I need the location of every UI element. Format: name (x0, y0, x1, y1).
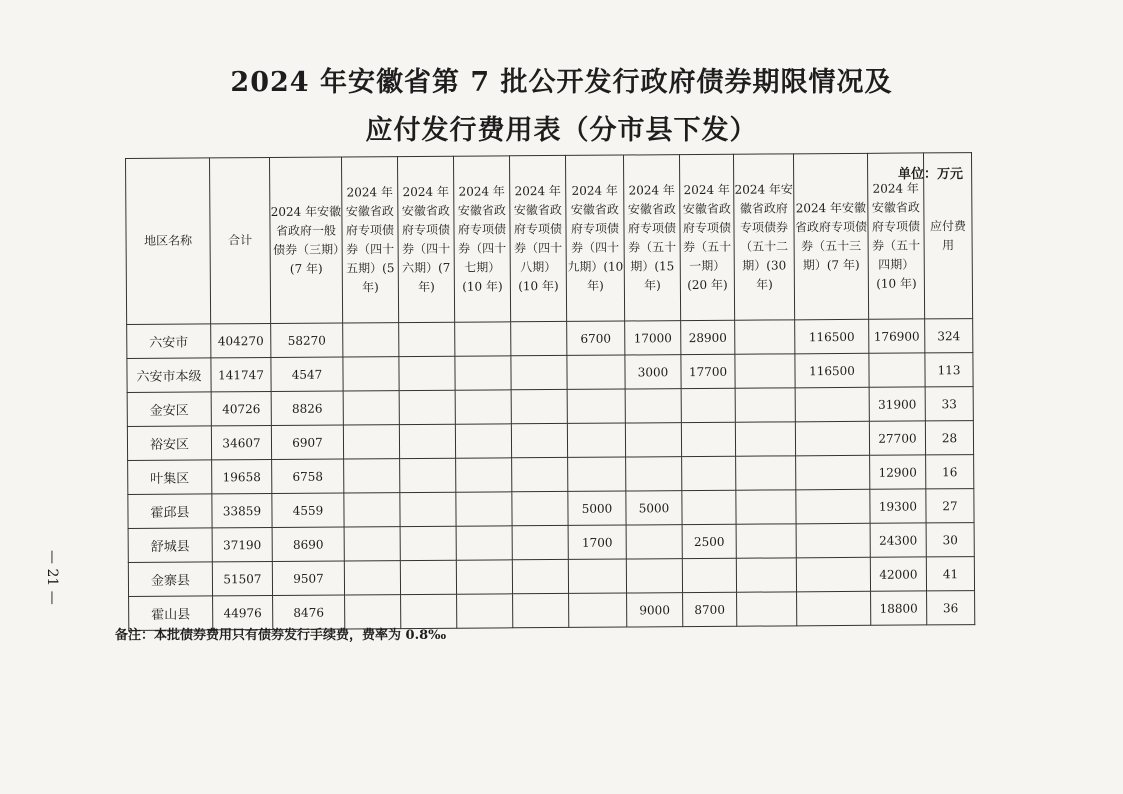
value-cell: 17700 (681, 354, 735, 388)
page-number: — 21 — (44, 550, 60, 605)
value-cell (736, 490, 796, 524)
value-cell: 176900 (869, 319, 925, 353)
value-cell (681, 388, 735, 422)
value-cell (343, 391, 399, 425)
region-name-cell: 霍邱县 (128, 494, 212, 529)
region-name-cell: 六安市本级 (127, 358, 211, 393)
value-cell (736, 524, 796, 558)
value-cell (400, 526, 456, 560)
value-cell: 113 (925, 353, 973, 387)
header-row (126, 153, 973, 325)
column-header: 2024 年安徽省政府专项债券（四十七期）(10 年) (453, 156, 510, 322)
value-cell (567, 355, 625, 389)
value-cell (796, 557, 870, 592)
footnote: 备注：本批债券费用只有债券发行手续费，费率为 0.8‰ (115, 628, 447, 643)
column-header: 2024 年安徽省政府专项债券（五十三期）(7 年) (793, 153, 868, 320)
value-cell (736, 456, 796, 490)
table-header (126, 153, 973, 325)
value-cell: 41 (926, 557, 974, 591)
region-name-cell: 叶集区 (128, 460, 212, 495)
value-cell: 324 (925, 319, 973, 353)
value-cell (344, 561, 400, 595)
value-cell (736, 558, 796, 592)
document-title-line1: 2024 年安徽省第 7 批公开发行政府债券期限情况及 (230, 67, 893, 98)
value-cell: 51507 (212, 561, 272, 595)
value-cell (568, 559, 626, 593)
value-cell: 44976 (213, 595, 273, 629)
value-cell (735, 320, 795, 354)
value-cell: 6758 (272, 459, 344, 494)
column-header: 2024 年安徽省政府专项债券（五十二期）(30 年) (733, 154, 794, 320)
value-cell (512, 525, 568, 559)
value-cell: 19658 (212, 459, 272, 493)
value-cell: 40726 (211, 391, 271, 425)
column-header: 2024 年安徽省政府专项债券（四十六期）(7 年) (397, 156, 454, 322)
column-header: 应付费用 (923, 153, 972, 319)
value-cell: 18800 (871, 591, 927, 625)
value-cell (797, 591, 871, 626)
value-cell (400, 458, 456, 492)
column-header: 2024 年安徽省政府专项债券（四十九期）(10 年) (565, 155, 624, 321)
value-cell: 17000 (625, 321, 681, 355)
value-cell: 3000 (625, 355, 681, 389)
value-cell (457, 594, 513, 628)
value-cell (626, 525, 682, 559)
unit-label: 单位：万元 (898, 167, 964, 182)
value-cell: 9507 (272, 561, 344, 596)
value-cell (625, 389, 681, 423)
value-cell (456, 458, 512, 492)
value-cell: 34607 (211, 425, 271, 459)
value-cell (682, 490, 736, 524)
value-cell (569, 593, 627, 627)
value-cell (455, 424, 511, 458)
column-header: 2024 年安徽省政府专项债券（五十期）(15 年) (623, 155, 680, 321)
value-cell (513, 593, 569, 627)
value-cell: 141747 (211, 357, 271, 391)
value-cell (399, 356, 455, 390)
value-cell (682, 456, 736, 490)
value-cell (344, 493, 400, 527)
value-cell (796, 489, 870, 524)
value-cell (626, 457, 682, 491)
column-header: 合计 (210, 157, 271, 323)
region-name-cell: 六安市 (127, 324, 211, 359)
value-cell: 19300 (870, 489, 926, 523)
value-cell: 27 (926, 489, 974, 523)
value-cell: 58270 (271, 323, 343, 358)
value-cell: 42000 (870, 557, 926, 591)
value-cell: 116500 (795, 353, 869, 388)
value-cell (511, 321, 567, 355)
value-cell (737, 592, 797, 626)
value-cell (796, 523, 870, 558)
value-cell (399, 390, 455, 424)
value-cell: 1700 (568, 525, 626, 559)
value-cell (456, 526, 512, 560)
value-cell (795, 421, 869, 456)
value-cell (456, 560, 512, 594)
value-cell (625, 423, 681, 457)
value-cell (456, 492, 512, 526)
value-cell (400, 492, 456, 526)
value-cell (455, 356, 511, 390)
value-cell: 116500 (795, 319, 869, 354)
column-header: 2024 年安徽省政府专项债券（四十五期）(5 年) (341, 157, 398, 323)
region-name-cell: 金安区 (127, 392, 211, 427)
value-cell: 28 (925, 421, 973, 455)
value-cell (400, 560, 456, 594)
value-cell (455, 322, 511, 356)
column-header: 地区名称 (126, 158, 211, 325)
value-cell (682, 558, 736, 592)
value-cell (399, 424, 455, 458)
region-name-cell: 裕安区 (127, 426, 211, 461)
value-cell (511, 355, 567, 389)
value-cell (455, 390, 511, 424)
bond-table (125, 152, 975, 631)
value-cell (567, 389, 625, 423)
value-cell: 5000 (568, 491, 626, 525)
value-cell: 6700 (567, 321, 625, 355)
value-cell (512, 559, 568, 593)
value-cell (511, 389, 567, 423)
region-name-cell: 霍山县 (129, 596, 213, 631)
value-cell: 9000 (627, 593, 683, 627)
column-header: 2024 年安徽省政府专项债券（五十四期）(10 年) (867, 153, 924, 319)
value-cell: 31900 (869, 387, 925, 421)
value-cell (512, 457, 568, 491)
value-cell: 8700 (683, 592, 737, 626)
value-cell (735, 354, 795, 388)
table-body (127, 319, 975, 631)
value-cell: 24300 (870, 523, 926, 557)
value-cell: 30 (926, 523, 974, 557)
document-title-line2: 应付发行费用表（分市县下发） (365, 115, 758, 146)
value-cell: 8476 (273, 595, 345, 630)
value-cell (681, 422, 735, 456)
value-cell (795, 387, 869, 422)
value-cell (512, 491, 568, 525)
value-cell: 33859 (212, 493, 272, 527)
value-cell: 12900 (870, 455, 926, 489)
value-cell (567, 423, 625, 457)
value-cell: 404270 (211, 323, 271, 357)
column-header: 2024 年安徽省政府一般债券（三期）(7 年) (269, 157, 342, 323)
value-cell (735, 388, 795, 422)
value-cell: 27700 (869, 421, 925, 455)
value-cell: 4547 (271, 357, 343, 392)
value-cell (343, 357, 399, 391)
value-cell: 36 (927, 591, 975, 625)
value-cell: 2500 (682, 524, 736, 558)
value-cell: 8690 (272, 527, 344, 562)
value-cell (511, 423, 567, 457)
value-cell: 6907 (271, 425, 343, 460)
value-cell (399, 322, 455, 356)
value-cell (869, 353, 925, 387)
value-cell (344, 459, 400, 493)
value-cell: 8826 (271, 391, 343, 426)
column-header: 2024 年安徽省政府专项债券（五十一期）(20 年) (679, 154, 734, 320)
value-cell (568, 457, 626, 491)
value-cell: 28900 (681, 320, 735, 354)
value-cell: 4559 (272, 493, 344, 528)
value-cell (796, 455, 870, 490)
region-name-cell: 金寨县 (128, 562, 212, 597)
column-header: 2024 年安徽省政府专项债券（四十八期）(10 年) (509, 155, 566, 321)
value-cell: 5000 (626, 491, 682, 525)
value-cell (626, 559, 682, 593)
value-cell (343, 323, 399, 357)
value-cell: 33 (925, 387, 973, 421)
value-cell: 37190 (212, 527, 272, 561)
value-cell: 16 (926, 455, 974, 489)
value-cell (735, 422, 795, 456)
value-cell (344, 527, 400, 561)
region-name-cell: 舒城县 (128, 528, 212, 563)
value-cell (343, 425, 399, 459)
